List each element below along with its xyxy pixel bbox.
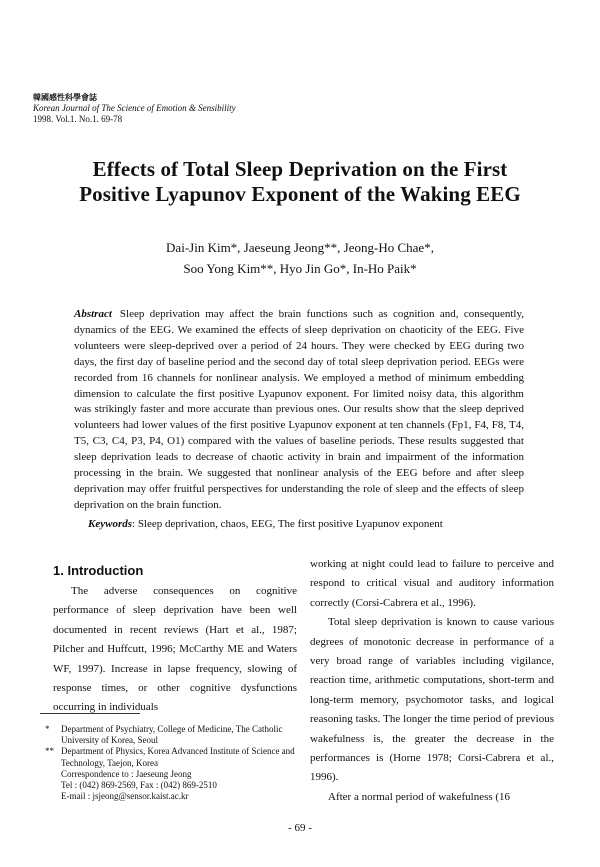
footnote-mark-2: ** <box>45 746 54 757</box>
abstract-label: Abstract <box>74 308 112 320</box>
authors-line-1: Dai-Jin Kim*, Jaeseung Jeong**, Jeong-Ho Chae*, <box>166 240 434 255</box>
left-column <box>53 582 297 718</box>
abstract <box>74 307 524 514</box>
author-list <box>0 237 600 279</box>
footnote-1 <box>45 724 300 746</box>
intro-paragraph-2: Total sleep deprivation is known to cause various degrees of monotonic decrease in performance of a very broad range of variables including vigilance, reaction time, arithmetic computations, short-term and long-term memory, psychomotor tasks, and logical reasoning tasks. The longer the time period of previous wakefulness is, the greater the decrease in the performances is (Horne 1978; Corsi-Cabrera et al., 1996). <box>310 616 554 784</box>
footnote-2 <box>45 746 300 802</box>
journal-name-cjk: 韓國感性科學會誌 <box>33 93 97 102</box>
footnote-1-text: Department of Psychiatry, College of Medicine, The Catholic University of Korea, Seoul <box>61 724 283 746</box>
footnote-correspondence: Correspondence to : Jaeseung Jeong <box>61 768 192 779</box>
footnote-email: E-mail : jsjeong@sensor.kaist.ac.kr <box>61 791 189 802</box>
title-line-1: Effects of Total Sleep Deprivation on the First <box>92 157 508 181</box>
footnote-divider <box>40 713 140 714</box>
intro-paragraph-3: After a normal period of wakefulness (16 <box>328 790 511 803</box>
keywords-text: Sleep deprivation, chaos, EEG, The first positive Lyapunov exponent <box>137 518 443 530</box>
journal-citation: 1998. Vol.1. No.1. 69-78 <box>33 114 123 124</box>
intro-paragraph-1: The adverse consequences on cognitive performance of sleep deprivation have been well documented in recent reviews (Hart et al., 1987; Pilcher and Huffcutt, 1996; McCarthy ME and Waters WF, 1997). Increase in lapse frequency, slowing of response times, or other cognitive dysfunctions occurring in individuals <box>53 585 297 714</box>
footnote-phone-fax: Tel : (042) 869-2569, Fax : (042) 869-2510 <box>61 780 217 791</box>
footnotes <box>45 724 300 802</box>
keywords: Keywords: Sleep deprivation, chaos, EEG, The first positive Lyapunov exponent <box>88 518 443 530</box>
journal-name: Korean Journal of The Science of Emotion & Sensibility <box>33 103 236 113</box>
page-number: - 69 - <box>288 822 312 834</box>
section-heading: 1. Introduction <box>53 563 144 578</box>
paper-title <box>0 157 600 207</box>
keywords-label: Keywords <box>88 518 132 530</box>
intro-paragraph-1-cont: working at night could lead to failure to perceive and respond to critical visual and auditory information correctly (Corsi-Cabrera et al., 1996). <box>310 558 554 609</box>
journal-header <box>33 92 236 125</box>
footnote-2-affiliation: Department of Physics, Korea Advanced Institute of Science and Technology, Taejon, Korea <box>61 746 295 768</box>
title-line-2: Positive Lyapunov Exponent of the Waking EEG <box>79 182 521 206</box>
authors-line-2: Soo Yong Kim**, Hyo Jin Go*, In-Ho Paik* <box>183 261 417 276</box>
abstract-text: Sleep deprivation may affect the brain functions such as cognition and, consequently, dynamics of the EEG. We examined the effects of sleep deprivation on chaoticity of the EEG. Five volunteers were sleep-deprived over a period of 24 hours. They were checked by EEG during two days, the first day of baseline period and the second day of total sleep deprivation period. EEGs were recorded from 16 channels for nonlinear analysis. We employed a method of minimum embedding dimension to calculate the first positive Lyapunov exponent. For limited noisy data, this algorithm was strikingly faster and more accurate than previous ones. Our results show that the sleep deprived volunteers had lower values of the first positive Lyapunov exponent at ten channels (Fp1, F4, F8, T4, T5, C3, C4, P3, P4, O1) compared with the values of baseline periods. These results suggested that sleep deprivation leads to decrease of chaotic activity in brain and impairment of the information processing in the brain. We suggested that nonlinear analysis of the EEG before and after sleep deprivation may offer fruitful perspectives for understanding the role of sleep and the effects of sleep deprivation on the brain function. <box>74 308 524 511</box>
right-column <box>310 555 554 807</box>
footnote-mark-1: * <box>45 724 50 734</box>
